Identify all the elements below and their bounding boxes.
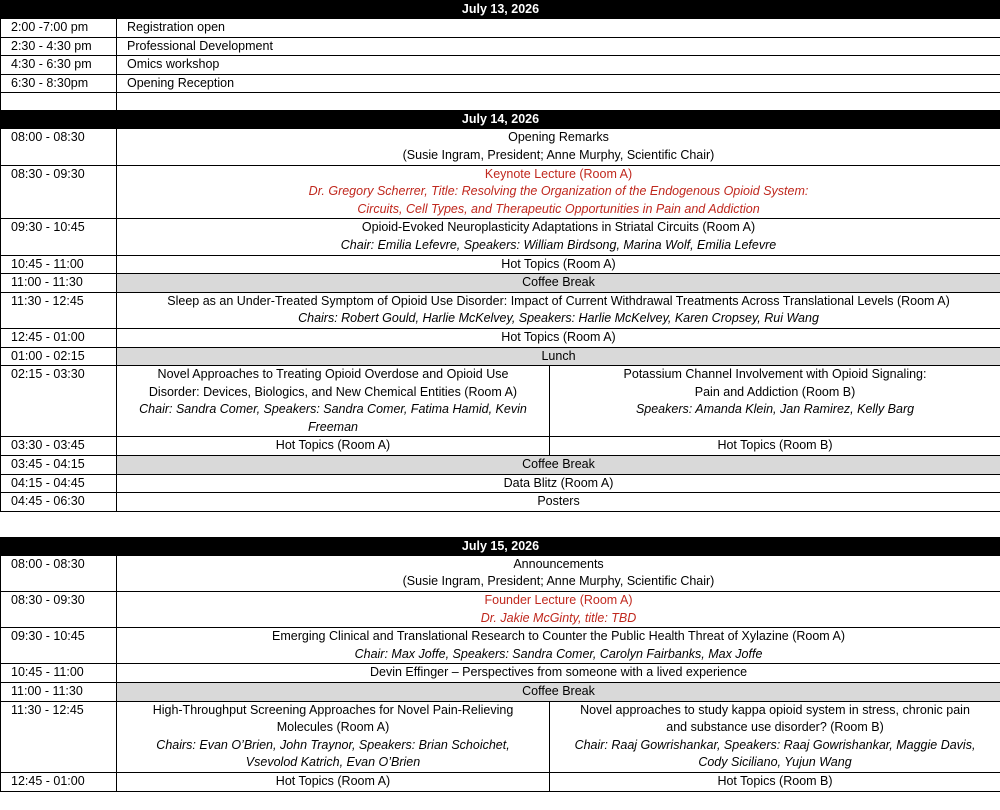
session-title: Opening Remarks <box>508 130 609 145</box>
time-cell: 10:45 - 11:00 <box>1 255 117 274</box>
table-row <box>1 772 1000 791</box>
table-row <box>1 255 1000 274</box>
session-title: Emerging Clinical and Translational Research to Counter the Public Health Threat of Xylazine (Room A) <box>272 629 845 644</box>
table-row <box>1 328 1000 347</box>
event-cell: Coffee Break <box>117 274 1000 293</box>
time-cell: 09:30 - 10:45 <box>1 219 117 255</box>
time-cell: 2:00 -7:00 pm <box>1 19 117 38</box>
table-row <box>1 37 1000 56</box>
empty-row <box>1 93 1000 111</box>
table-row <box>1 456 1000 475</box>
time-cell: 08:00 - 08:30 <box>1 555 117 591</box>
session-people: Chair: Max Joffe, Speakers: Sandra Comer, Carolyn Fairbanks, Max Joffe <box>354 646 763 661</box>
table-row <box>1 19 1000 38</box>
table-row <box>1 474 1000 493</box>
session-people: Dr. Jakie McGinty, title: TBD <box>480 610 637 625</box>
session-people: Chair: Sandra Comer, Speakers: Sandra Comer, Fatima Hamid, Kevin <box>139 402 527 417</box>
time-cell: 01:00 - 02:15 <box>1 347 117 366</box>
session-people: Dr. Gregory Scherrer, Title: Resolving the Organization of the Endogenous Opioid System: <box>308 184 809 199</box>
event-cell <box>117 292 1000 328</box>
session-people: Vsevolod Katrich, Evan O’Brien <box>245 755 421 770</box>
table-row <box>1 56 1000 75</box>
session-title: Pain and Addiction (Room B) <box>694 384 856 399</box>
event-cell <box>117 165 1000 219</box>
event-cell: Omics workshop <box>117 56 1000 75</box>
time-cell: 09:30 - 10:45 <box>1 628 117 664</box>
session-title: Potassium Channel Involvement with Opioid Signaling: <box>623 367 927 382</box>
session-title: Founder Lecture (Room A) <box>484 593 633 608</box>
table-row <box>1 628 1000 664</box>
table-row <box>1 347 1000 366</box>
event-cell: Coffee Break <box>117 683 1000 702</box>
event-cell: Data Blitz (Room A) <box>117 474 1000 493</box>
table-row <box>1 366 1000 437</box>
session-people: (Susie Ingram, President; Anne Murphy, Scientific Chair) <box>402 147 715 162</box>
table-row <box>1 292 1000 328</box>
time-cell: 4:30 - 6:30 pm <box>1 56 117 75</box>
time-cell: 03:30 - 03:45 <box>1 437 117 456</box>
table-row <box>1 664 1000 683</box>
time-cell: 11:00 - 11:30 <box>1 274 117 293</box>
table-row <box>1 274 1000 293</box>
session-title: Opioid-Evoked Neuroplasticity Adaptations in Striatal Circuits (Room A) <box>361 220 756 235</box>
session-people: Freeman <box>307 419 359 434</box>
event-cell <box>117 129 1000 165</box>
event-cell: Posters <box>117 493 1000 512</box>
session-people: Speakers: Amanda Klein, Jan Ramirez, Kelly Barg <box>635 402 915 417</box>
session-title: Disorder: Devices, Biologics, and New Chemical Entities (Room A) <box>148 384 518 399</box>
time-cell: 08:30 - 09:30 <box>1 592 117 628</box>
day1-date-header: July 13, 2026 <box>1 1 1000 19</box>
session-title: Announcements <box>513 556 604 571</box>
event-cell: Devin Effinger – Perspectives from someone with a lived experience <box>117 664 1000 683</box>
table-row <box>1 219 1000 255</box>
day3-date-header: July 15, 2026 <box>1 537 1000 555</box>
table-row <box>1 555 1000 591</box>
event-cell: Opening Reception <box>117 74 1000 93</box>
day2-date-header: July 14, 2026 <box>1 111 1000 129</box>
session-title: Novel approaches to study kappa opioid system in stress, chronic pain <box>580 702 970 717</box>
time-cell: 08:30 - 09:30 <box>1 165 117 219</box>
session-title: Keynote Lecture (Room A) <box>484 166 633 181</box>
session-people: Circuits, Cell Types, and Therapeutic Opportunities in Pain and Addiction <box>357 201 760 216</box>
session-people: Chair: Raaj Gowrishankar, Speakers: Raaj Gowrishankar, Maggie Davis, <box>574 737 976 752</box>
event-cell-room-a <box>117 366 550 437</box>
time-cell: 04:45 - 06:30 <box>1 493 117 512</box>
session-title: and substance use disorder? (Room B) <box>666 720 884 735</box>
time-cell: 12:45 - 01:00 <box>1 772 117 791</box>
table-row <box>1 165 1000 219</box>
empty-cell <box>117 93 1000 111</box>
session-title: High-Throughput Screening Approaches for Novel Pain-Relieving <box>152 702 514 717</box>
event-cell-room-a: Hot Topics (Room A) <box>117 772 550 791</box>
event-cell-room-b: Hot Topics (Room B) <box>550 437 1000 456</box>
event-cell-room-b <box>550 366 1000 437</box>
section-gap <box>0 512 1000 537</box>
time-cell: 10:45 - 11:00 <box>1 664 117 683</box>
session-title: Novel Approaches to Treating Opioid Overdose and Opioid Use <box>157 367 509 382</box>
table-row <box>1 129 1000 165</box>
time-cell: 2:30 - 4:30 pm <box>1 37 117 56</box>
time-cell: 03:45 - 04:15 <box>1 456 117 475</box>
event-cell <box>117 219 1000 255</box>
event-cell: Professional Development <box>117 37 1000 56</box>
time-cell: 02:15 - 03:30 <box>1 366 117 437</box>
empty-cell <box>1 93 117 111</box>
session-people: Cody Siciliano, Yujun Wang <box>698 755 852 770</box>
event-cell: Hot Topics (Room A) <box>117 328 1000 347</box>
event-cell <box>117 628 1000 664</box>
event-cell: Registration open <box>117 19 1000 38</box>
session-people: (Susie Ingram, President; Anne Murphy, Scientific Chair) <box>402 574 715 589</box>
event-cell <box>117 555 1000 591</box>
session-people: Chair: Emilia Lefevre, Speakers: William Birdsong, Marina Wolf, Emilia Lefevre <box>340 237 777 252</box>
session-people: Chairs: Robert Gould, Harlie McKelvey, Speakers: Harlie McKelvey, Karen Cropsey, Rui Wang <box>298 311 819 326</box>
table-row <box>1 437 1000 456</box>
event-cell-room-b <box>550 701 1000 772</box>
event-cell: Coffee Break <box>117 456 1000 475</box>
table-row <box>1 493 1000 512</box>
day3-table <box>0 537 1000 792</box>
session-people: Chairs: Evan O’Brien, John Traynor, Speakers: Brian Schoichet, <box>156 737 510 752</box>
session-title: Molecules (Room A) <box>276 720 390 735</box>
time-cell: 11:30 - 12:45 <box>1 701 117 772</box>
event-cell-room-b: Hot Topics (Room B) <box>550 772 1000 791</box>
table-row <box>1 683 1000 702</box>
event-cell-room-a <box>117 701 550 772</box>
event-cell <box>117 592 1000 628</box>
event-cell: Lunch <box>117 347 1000 366</box>
table-row <box>1 592 1000 628</box>
time-cell: 04:15 - 04:45 <box>1 474 117 493</box>
time-cell: 08:00 - 08:30 <box>1 129 117 165</box>
time-cell: 6:30 - 8:30pm <box>1 74 117 93</box>
time-cell: 11:00 - 11:30 <box>1 683 117 702</box>
time-cell: 12:45 - 01:00 <box>1 328 117 347</box>
event-cell-room-a: Hot Topics (Room A) <box>117 437 550 456</box>
table-row <box>1 74 1000 93</box>
session-title: Sleep as an Under-Treated Symptom of Opioid Use Disorder: Impact of Current Withdrawal Treatments Across Translational Levels (Room A) <box>167 293 950 308</box>
table-row <box>1 701 1000 772</box>
event-cell: Hot Topics (Room A) <box>117 255 1000 274</box>
time-cell: 11:30 - 12:45 <box>1 292 117 328</box>
